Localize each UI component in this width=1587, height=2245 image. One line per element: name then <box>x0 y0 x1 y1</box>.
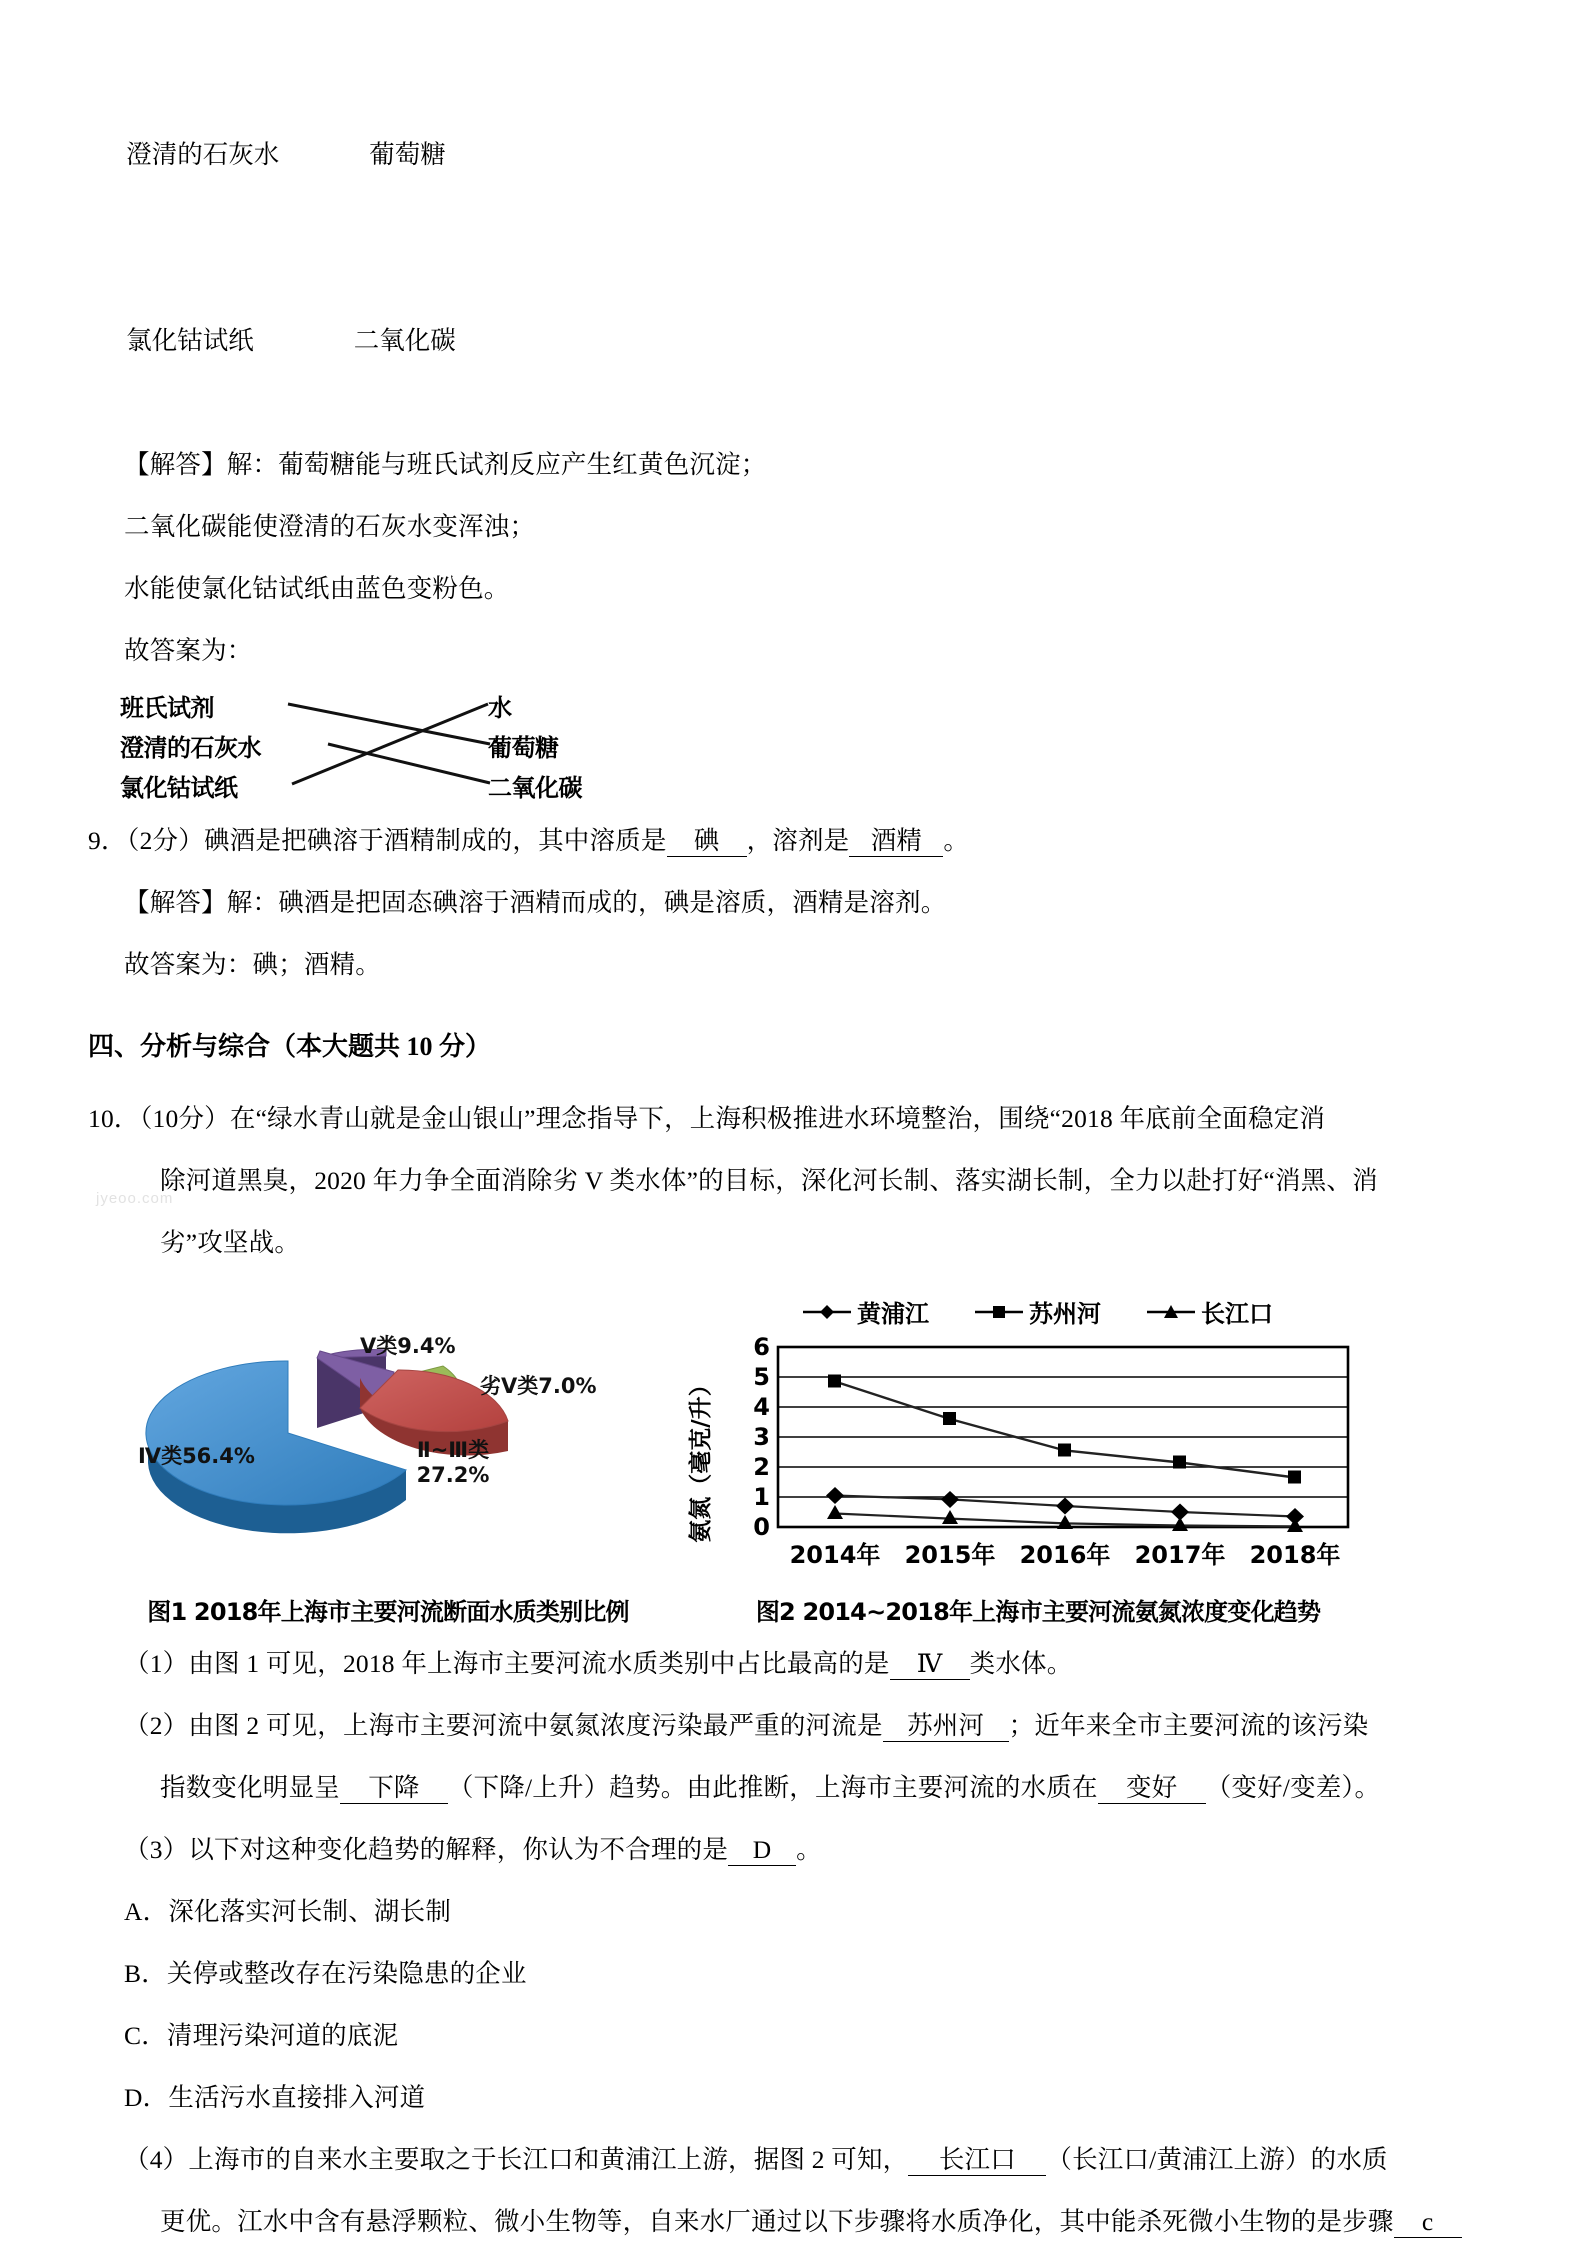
sub3-label: （3） <box>124 1835 189 1864</box>
question-10-line1 <box>88 1088 1508 1150</box>
match-right-item-1: 水 <box>488 694 512 722</box>
watermark: jyeoo.com <box>96 1190 174 1207</box>
match-left-item-2: 澄清的石灰水 <box>120 734 261 762</box>
q10-sub-2-line1 <box>88 1695 1508 1757</box>
figure-1 <box>88 1288 688 1627</box>
section-heading: 四、分析与综合（本大题共 10 分） <box>88 1032 492 1061</box>
triangle-marker-icon <box>1147 1304 1195 1320</box>
q9-answer-1: 碘 <box>667 826 747 857</box>
match-left-item-1: 班氏试剂 <box>120 694 214 722</box>
pie-label-IIIII-val: 27.2% <box>416 1463 490 1487</box>
sub2-text-d: （下降/上升）趋势。由此推断，上海市主要河流的水质在 <box>447 1773 1098 1802</box>
y-tick-1: 1 <box>753 1483 770 1511</box>
pair-2-left: 氯化钴试纸 <box>126 326 254 355</box>
square-marker-icon <box>975 1304 1023 1320</box>
pie-label-IV: Ⅳ类56.4% <box>138 1444 255 1468</box>
question-9 <box>88 810 1508 872</box>
q8-solution-line4: 故答案为： <box>124 636 253 665</box>
series-line-suzhouhe <box>835 1382 1295 1478</box>
figure-2-caption: 图2 2014~2018年上海市主要河流氨氮浓度变化趋势 <box>755 1598 1321 1626</box>
q10-stem-line1: 在“绿水青山就是金山银山”理念指导下，上海积极推进水环境整治，围绕“2018 年底前全面稳定消 <box>229 1104 1326 1133</box>
sub2-answer-1: 苏州河 <box>883 1711 1009 1742</box>
sub2-answer-2: 下降 <box>340 1773 448 1804</box>
pie-label-V: Ⅴ类9.4% <box>360 1334 456 1358</box>
figure-1-caption: 图1 2018年上海市主要河流断面水质类别比例 <box>147 1598 629 1626</box>
pair-1-left: 澄清的石灰水 <box>126 140 280 169</box>
q10-sub-2-line2 <box>88 1757 1508 1819</box>
figures-row <box>88 1288 1508 1627</box>
sub4-text-c: 更优。江水中含有悬浮颗粒、微小生物等，自来水厂通过以下步骤将水质净化，其中能杀死微小生物的是步骤 <box>160 2207 1394 2236</box>
q8-solution-line2: 二氧化碳能使澄清的石灰水变浑浊； <box>124 512 536 541</box>
sub4-answer-2: c <box>1394 2207 1462 2238</box>
match-left-item-3: 氯化钴试纸 <box>120 774 238 802</box>
diamond-marker-icon <box>803 1304 851 1320</box>
sub1-label: （1） <box>124 1649 189 1678</box>
sub4-answer-1: 长江口 <box>908 2145 1046 2176</box>
q8-solution-lead: 【解答】解：葡萄糖能与班氏试剂反应产生红黄色沉淀； <box>124 450 767 479</box>
sub3-text-a: 以下对这种变化趋势的解释，你认为不合理的是 <box>188 1835 729 1864</box>
q10-sub-4-line2 <box>88 2191 1508 2245</box>
y-tick-4: 4 <box>753 1393 770 1421</box>
match-right-item-3: 二氧化碳 <box>488 774 582 802</box>
sub4-label: （4） <box>124 2145 189 2174</box>
q10-stem-line3: 劣”攻坚战。 <box>160 1228 301 1257</box>
line-chart-legend <box>688 1294 1388 1329</box>
q9-stem-b: ，溶剂是 <box>746 826 850 855</box>
q9-solution: 【解答】解：碘酒是把固态碘溶于酒精而成的，碘是溶质，酒精是溶剂。 <box>124 888 947 917</box>
sub2-text-a: 由图 2 可见，上海市主要河流中氨氮浓度污染最严重的河流是 <box>188 1711 883 1740</box>
sub1-text-b: 类水体。 <box>969 1649 1073 1678</box>
pie-label-IIIII <box>388 1438 518 1488</box>
y-tick-2: 2 <box>753 1453 770 1481</box>
y-tick-0: 0 <box>753 1513 770 1541</box>
legend-label-huangpujiang: 黄浦江 <box>857 1300 929 1328</box>
legend-label-changjiangkou: 长江口 <box>1201 1300 1273 1328</box>
q10-score: （10分） <box>139 1104 230 1133</box>
figure-2 <box>688 1294 1388 1627</box>
q10-number: 10． <box>88 1104 140 1133</box>
pie-label-IIIII-cat: Ⅱ~Ⅲ类 <box>416 1438 490 1462</box>
sub2-text-c: 指数变化明显呈 <box>160 1773 340 1802</box>
sub2-text-e: （变好/变差）。 <box>1205 1773 1381 1802</box>
q9-stem-c: 。 <box>943 826 970 855</box>
match-right-item-2: 葡萄糖 <box>488 734 559 762</box>
q10-sub-1 <box>88 1633 1508 1695</box>
sub3-answer: D <box>728 1835 796 1866</box>
legend-item-changjiangkou <box>1147 1294 1273 1329</box>
sub2-text-b: ；近年来全市主要河流的该污染 <box>1008 1711 1369 1740</box>
line-chart-svg <box>688 1333 1388 1583</box>
y-axis-label: 氨氮（毫克/升） <box>688 1373 714 1543</box>
q9-number: 9． <box>88 826 127 855</box>
q10-sub-3-option-d: D．生活污水直接排入河道 <box>124 2083 426 2112</box>
y-tick-6: 6 <box>753 1333 770 1361</box>
y-tick-3: 3 <box>753 1423 770 1451</box>
q9-score: （2分） <box>126 826 204 855</box>
sub4-text-b: （长江口/黄浦江上游）的水质 <box>1046 2145 1388 2174</box>
pair-row-2 <box>88 248 1508 434</box>
pair-1-right: 葡萄糖 <box>369 140 446 169</box>
pair-2-right: 二氧化碳 <box>353 326 456 355</box>
pie-label-inferiorV: 劣Ⅴ类7.0% <box>480 1374 597 1398</box>
sub2-answer-3: 变好 <box>1098 1773 1206 1804</box>
x-tick-2018: 2018年 <box>1249 1541 1341 1569</box>
sub1-answer: Ⅳ <box>890 1649 970 1680</box>
sub1-text-a: 由图 1 可见，2018 年上海市主要河流水质类别中占比最高的是 <box>188 1649 890 1678</box>
sub2-label: （2） <box>124 1711 189 1740</box>
q10-sub-3 <box>88 1819 1508 1881</box>
sub3-text-b: 。 <box>796 1835 822 1864</box>
sub4-text-a: 上海市的自来水主要取之于长江口和黄浦江上游，据图 2 可知， <box>188 2145 909 2174</box>
legend-item-huangpujiang <box>803 1294 929 1329</box>
q9-answer-2: 酒精 <box>849 826 943 857</box>
q10-stem-line2: 除河道黑臭，2020 年力争全面消除劣 V 类水体”的目标，深化河长制、落实湖长制，全力以赴打好“消黑、消 <box>160 1166 1378 1195</box>
y-tick-5: 5 <box>753 1363 770 1391</box>
q10-sub-3-option-b: B．关停或整改存在污染隐患的企业 <box>124 1959 527 1988</box>
q10-sub-3-option-a: A．深化落实河长制、湖长制 <box>124 1897 452 1926</box>
legend-label-suzhouhe: 苏州河 <box>1029 1300 1101 1328</box>
x-tick-2016: 2016年 <box>1019 1541 1111 1569</box>
q9-final-answer: 故答案为：碘；酒精。 <box>124 950 382 979</box>
x-tick-2015: 2015年 <box>904 1541 996 1569</box>
page-content <box>88 62 1508 2245</box>
legend-item-suzhouhe <box>975 1294 1101 1329</box>
q8-matching-diagram <box>120 688 640 802</box>
q10-sub-3-option-c: C．清理污染河道的底泥 <box>124 2021 399 2050</box>
x-tick-2017: 2017年 <box>1134 1541 1226 1569</box>
pair-row-1 <box>88 62 1508 248</box>
q8-solution-line3: 水能使氯化钴试纸由蓝色变粉色。 <box>124 574 510 603</box>
q9-stem-a: 碘酒是把碘溶于酒精制成的，其中溶质是 <box>203 826 667 855</box>
q10-sub-4-line1 <box>88 2129 1508 2191</box>
x-tick-2014: 2014年 <box>789 1541 881 1569</box>
